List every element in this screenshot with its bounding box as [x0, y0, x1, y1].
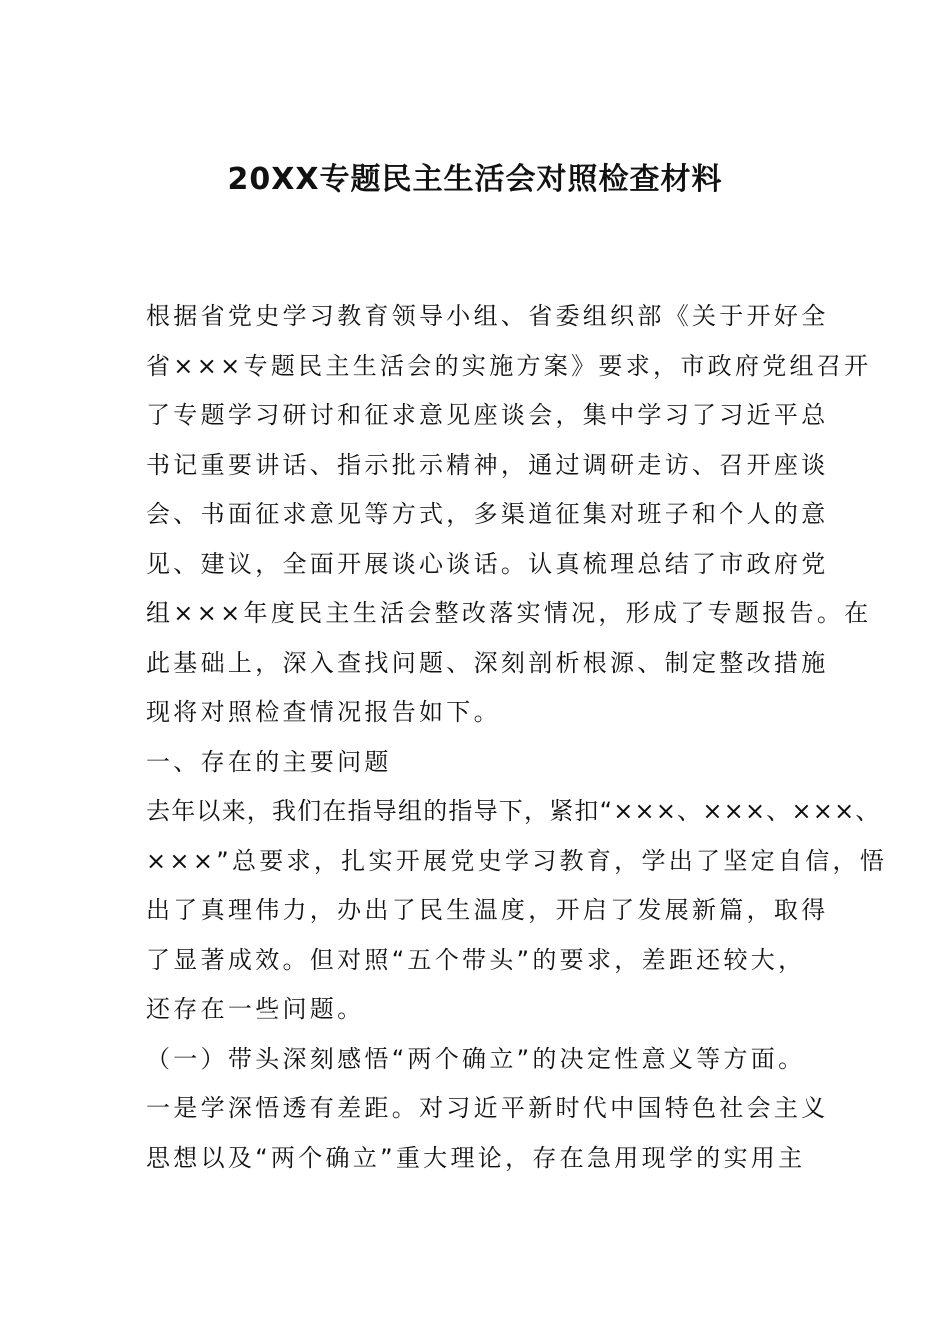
body-line: 书记重要讲话、指示批示精神，通过调研走访、召开座谈 [146, 450, 829, 479]
body-line: 此基础上，深入查找问题、深刻剖析根源、制定整改措施 [146, 648, 829, 677]
body-line: 还存在一些问题。 [146, 995, 365, 1023]
document-title: 20XX专题民主生活会对照检查材料 [227, 162, 723, 197]
body-line: 现将对照检查情况报告如下。 [146, 698, 501, 726]
document-body [146, 292, 888, 1183]
section-heading: 一、存在的主要问题 [146, 747, 392, 776]
body-line: 去年以来，我们在指导组的指导下，紧扣“×××、×××、×××、 [146, 797, 881, 825]
body-line: 会、书面征求意见等方式，多渠道征集对班子和个人的意 [146, 500, 829, 528]
body-line: 见、建议，全面开展谈心谈话。认真梳理总结了市政府党 [146, 549, 829, 578]
body-line: 组×××年度民主生活会整改落实情况，形成了专题报告。在 [146, 599, 872, 627]
subsection-heading: （一）带头深刻感悟“两个确立”的决定性意义等方面。 [146, 1044, 806, 1073]
body-line: 省×××专题民主生活会的实施方案》要求，市政府党组召开 [146, 351, 872, 380]
body-line: ×××”总要求，扎实开展党史学习教育，学出了坚定自信，悟 [146, 846, 888, 875]
body-line: 出了真理伟力，办出了民生温度，开启了发展新篇，取得 [146, 896, 829, 924]
body-line: 了专题学习研讨和征求意见座谈会，集中学习了习近平总 [146, 401, 829, 429]
body-line: 一是学深悟透有差距。对习近平新时代中国特色社会主义 [146, 1094, 829, 1122]
body-line: 思想以及“两个确立”重大理论，存在急用现学的实用主 [146, 1143, 806, 1172]
body-line: 根据省党史学习教育领导小组、省委组织部《关于开好全 [146, 302, 829, 330]
body-line: 了显著成效。但对照“五个带头”的要求，差距还较大， [146, 945, 806, 974]
